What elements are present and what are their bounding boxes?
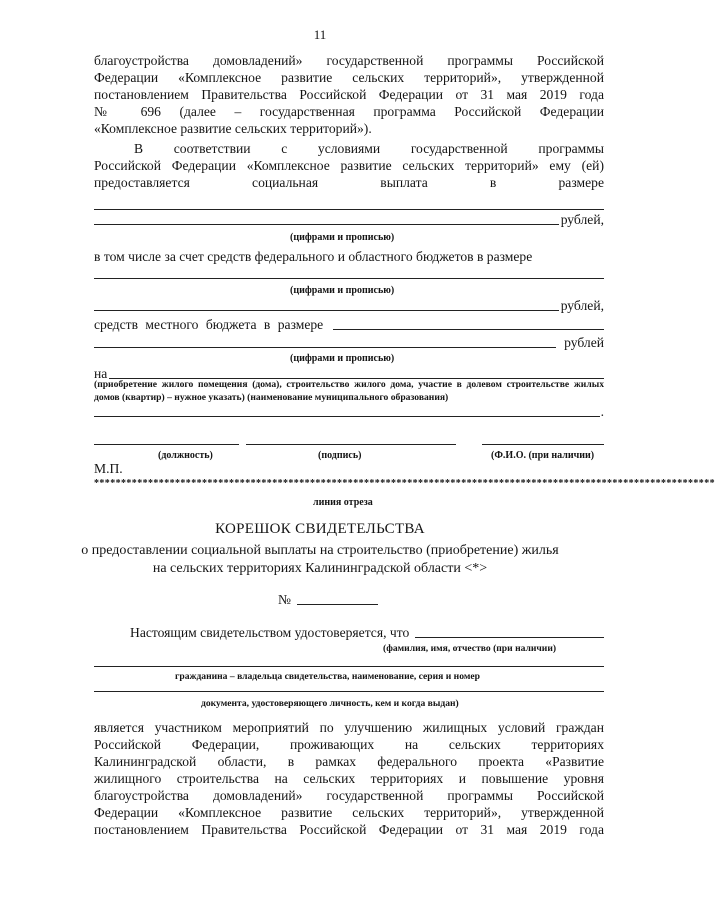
holder-caption: гражданина – владельца свидетельства, наименование, серия и номер — [175, 671, 480, 682]
period: . — [600, 404, 604, 419]
intro-line: Федерации «Комплексное развитие сельских территорий», утвержденной — [94, 70, 604, 85]
conditions-line: Российской Федерации «Комплексное развитие сельских территорий» ему (ей) — [94, 158, 604, 173]
closing-line: Калининградской области, в рамках федерального проекта «Развитие — [94, 754, 604, 769]
local-budget-row — [94, 317, 604, 333]
cut-line-label: линия отреза — [313, 497, 373, 508]
amount-blank-line[interactable] — [94, 209, 604, 210]
cut-stars: ******************************************************************************************************************* — [94, 478, 715, 489]
intro-line: благоустройства домовладений» государственной программы Российской — [94, 53, 604, 68]
signature-caption: (подпись) — [318, 450, 362, 461]
federal-line — [94, 248, 604, 265]
name-blank[interactable] — [482, 444, 604, 445]
conditions-line: В соответствии с условиями государственной программы — [134, 141, 604, 156]
amount-caption-2: (цифрами и прописью) — [290, 285, 395, 296]
local-budget-blank[interactable] — [333, 317, 604, 330]
na-label: на — [94, 366, 108, 381]
stub-subtitle-1: о предоставлении социальной выплаты на строительство (приобретение) жилья — [81, 543, 559, 558]
signature-blank[interactable] — [246, 444, 456, 445]
local-amount-blank[interactable] — [94, 335, 556, 348]
closing-line: Российской Федерации, проживающих на сельских территориях — [94, 737, 604, 752]
position-caption: (должность) — [158, 450, 213, 461]
amount-row — [94, 212, 604, 228]
rubles-label: рублей, — [560, 212, 604, 227]
amount-blank-line-2[interactable] — [94, 298, 559, 311]
stub-subtitle-2: на сельских территориях Калининградской области <*> — [152, 561, 488, 576]
intro-line: «Комплексное развитие сельских территорий»). — [94, 121, 372, 136]
amount-blank-line[interactable] — [94, 212, 559, 225]
conditions-line: предоставляется социальная выплата в размере — [94, 175, 604, 190]
amount-caption-3: (цифрами и прописью) — [290, 353, 395, 364]
conditions-paragraph — [94, 140, 604, 191]
closing-paragraph — [94, 719, 604, 838]
intro-line: № 696 (далее – государственная программа Российской Федерации — [94, 104, 604, 119]
intro-line: постановлением Правительства Российской Федерации от 31 мая 2019 года — [94, 87, 604, 102]
rubles-row-3 — [94, 335, 604, 351]
stamp-place: М.П. — [94, 461, 123, 476]
amount-caption: (цифрами и прописью) — [290, 232, 395, 243]
stub-title: КОРЕШОК СВИДЕТЕЛЬСТВА — [215, 521, 425, 537]
name-caption: (Ф.И.О. (при наличии) — [491, 450, 595, 461]
closing-line: жилищного строительства на сельских территориях и повышение уровня — [94, 771, 604, 786]
position-blank[interactable] — [94, 444, 239, 445]
number-sign: № — [278, 592, 291, 607]
certify-row — [94, 625, 604, 641]
document-caption: документа, удостоверяющего личность, кем и когда выдан) — [201, 698, 459, 709]
fio-caption: (фамилия, имя, отчество (при наличии) — [383, 643, 557, 654]
page-number: 11 — [313, 27, 327, 42]
closing-line: постановлением Правительства Российской Федерации от 31 мая 2019 года — [94, 822, 604, 837]
local-budget-label: средств местного бюджета в размере — [94, 317, 324, 332]
closing-line: благоустройства домовладений» государственной программы Российской — [94, 788, 604, 803]
holder-blank[interactable] — [94, 666, 604, 667]
purpose-row-2 — [94, 404, 604, 420]
document-blank[interactable] — [94, 691, 604, 692]
purpose-note: (приобретение жилого помещения (дома), строительство жилого дома, участие в долевом строительстве жилых домов (квартир) – нужное указать) (наименование муниципального образования) — [94, 379, 604, 403]
fio-blank[interactable] — [415, 625, 604, 638]
rubles-row-2 — [94, 298, 604, 314]
rubles-label-2: рублей, — [560, 298, 604, 313]
closing-line: Федерации «Комплексное развитие сельских территорий», утвержденной — [94, 805, 604, 820]
federal-text: в том числе за счет средств федерального и областного бюджетов в размере — [94, 249, 533, 264]
certify-text: Настоящим свидетельством удостоверяется, что — [130, 625, 410, 640]
closing-line: является участником мероприятий по улучшению жилищных условий граждан — [94, 720, 604, 735]
purpose-blank-2[interactable] — [94, 404, 600, 417]
federal-blank-line[interactable] — [94, 278, 604, 279]
number-row — [278, 592, 378, 608]
rubles-label-3: рублей — [564, 335, 604, 350]
number-blank[interactable] — [297, 592, 378, 605]
intro-paragraph — [94, 52, 604, 137]
